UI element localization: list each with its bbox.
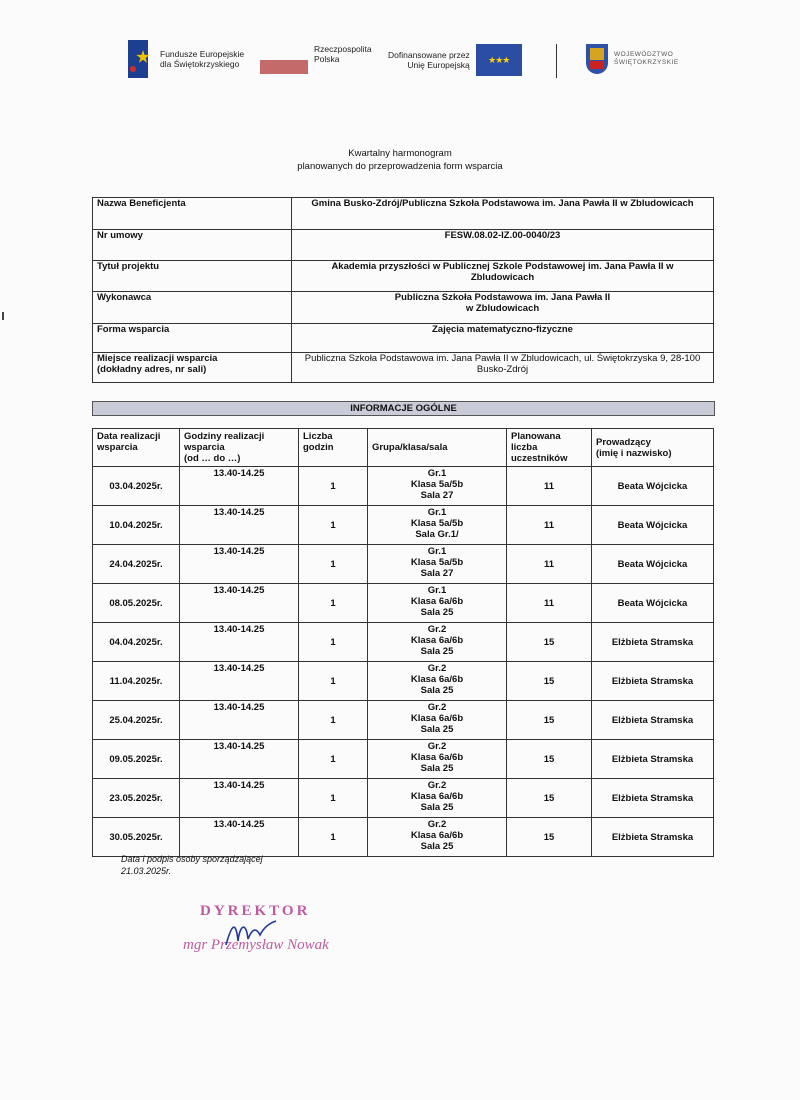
- header-plan-line3: uczestników: [511, 453, 568, 464]
- poland-flag-icon: [260, 46, 308, 74]
- row-plan: 11: [507, 545, 592, 584]
- row-plan: 11: [507, 467, 592, 506]
- row-group-line2: Klasa 6a/6b: [410, 713, 464, 724]
- table-row: [93, 662, 714, 701]
- header-date: [93, 429, 180, 467]
- row-date: 03.04.2025r.: [93, 467, 180, 506]
- row-lead: Beata Wójcicka: [592, 545, 714, 584]
- row-count: 1: [299, 467, 368, 506]
- row-group-line1: Gr.2: [427, 702, 447, 713]
- row-group-line3: Sala 25: [420, 646, 454, 657]
- row-hours: 13.40-14.25: [180, 506, 299, 545]
- ue-line1: Dofinansowane przez: [388, 50, 470, 60]
- row-hours: 13.40-14.25: [180, 467, 299, 506]
- row-count: 1: [299, 584, 368, 623]
- contractor-value: [292, 292, 714, 324]
- header-plan-line2: liczba: [511, 442, 538, 453]
- row-hours: 13.40-14.25: [180, 662, 299, 701]
- row-group-line3: Sala 25: [420, 763, 454, 774]
- row-group-line2: Klasa 5a/5b: [410, 518, 464, 529]
- stamp-name: mgr Przemysław Nowak: [183, 937, 329, 953]
- table-row: [93, 818, 714, 857]
- row-plan: 15: [507, 779, 592, 818]
- header-date-line2: wsparcia: [97, 442, 138, 453]
- row-count: 1: [299, 818, 368, 857]
- row-count: 1: [299, 779, 368, 818]
- row-group: [368, 623, 507, 662]
- row-group: [368, 584, 507, 623]
- row-plan: 15: [507, 701, 592, 740]
- logo-divider: [556, 44, 557, 78]
- info-row: [93, 230, 714, 261]
- row-count: 1: [299, 623, 368, 662]
- info-row: [93, 261, 714, 292]
- row-date: 24.04.2025r.: [93, 545, 180, 584]
- row-group-line2: Klasa 6a/6b: [410, 596, 464, 607]
- header-date-line1: Data realizacji: [97, 431, 161, 442]
- place-line2: Busko-Zdrój: [476, 364, 529, 375]
- info-row: [93, 198, 714, 230]
- row-group: [368, 701, 507, 740]
- row-count: 1: [299, 545, 368, 584]
- row-hours: 13.40-14.25: [180, 701, 299, 740]
- fe-line2: dla Świętokrzyskiego: [160, 59, 240, 69]
- rp-line1: Rzeczpospolita: [314, 44, 372, 54]
- row-lead: Elżbieta Stramska: [592, 701, 714, 740]
- eu-logo: [388, 44, 522, 76]
- row-group-line1: Gr.1: [427, 585, 447, 596]
- row-lead: Beata Wójcicka: [592, 584, 714, 623]
- row-group-line1: Gr.1: [427, 507, 447, 518]
- project-info-table: [92, 197, 714, 383]
- project-line2: Zbludowicach: [470, 272, 535, 283]
- row-date: 11.04.2025r.: [93, 662, 180, 701]
- row-group-line2: Klasa 6a/6b: [410, 752, 464, 763]
- info-row: [93, 353, 714, 383]
- logo-strip: [128, 38, 688, 86]
- table-row: [93, 623, 714, 662]
- preparer-note: [121, 853, 263, 877]
- row-count: 1: [299, 662, 368, 701]
- row-group-line1: Gr.2: [427, 741, 447, 752]
- row-group-line2: Klasa 5a/5b: [410, 479, 464, 490]
- scan-mark: [2, 312, 4, 320]
- row-group-line3: Sala 25: [420, 607, 454, 618]
- rp-line2: Polska: [314, 54, 340, 64]
- info-row: [93, 324, 714, 353]
- row-lead: Beata Wójcicka: [592, 506, 714, 545]
- place-label: [93, 353, 292, 383]
- place-line1: Publiczna Szkoła Podstawowa im. Jana Pawła II w Zbludowicach, ul. Świętokrzyska 9, 28-100: [304, 353, 701, 364]
- row-date: 09.05.2025r.: [93, 740, 180, 779]
- place-value: [292, 353, 714, 383]
- row-date: 04.04.2025r.: [93, 623, 180, 662]
- row-hours: 13.40-14.25: [180, 623, 299, 662]
- document-title: [0, 147, 800, 173]
- rp-logo: [260, 44, 372, 74]
- row-group-line3: Sala 27: [420, 490, 454, 501]
- row-group: [368, 662, 507, 701]
- row-group-line2: Klasa 5a/5b: [410, 557, 464, 568]
- row-count: 1: [299, 506, 368, 545]
- row-group-line3: Sala 27: [420, 568, 454, 579]
- contractor-line1: Publiczna Szkoła Podstawowa im. Jana Pawła II: [394, 292, 611, 303]
- row-group-line1: Gr.2: [427, 624, 447, 635]
- header-hours-line2: wsparcia: [184, 442, 225, 453]
- row-lead: Beata Wójcicka: [592, 467, 714, 506]
- row-hours: 13.40-14.25: [180, 740, 299, 779]
- row-lead: Elżbieta Stramska: [592, 662, 714, 701]
- row-group-line2: Klasa 6a/6b: [410, 791, 464, 802]
- section-header: INFORMACJE OGÓLNE: [92, 401, 715, 416]
- table-row: [93, 467, 714, 506]
- row-date: 25.04.2025r.: [93, 701, 180, 740]
- header-hours: [180, 429, 299, 467]
- header-plan: [507, 429, 592, 467]
- row-group: [368, 779, 507, 818]
- row-date: 30.05.2025r.: [93, 818, 180, 857]
- swietokrzyskie-logo: [586, 44, 679, 74]
- schedule-header-row: [93, 429, 714, 467]
- beneficiary-label: Nazwa Beneficjenta: [93, 198, 292, 230]
- project-label: Tytuł projektu: [93, 261, 292, 292]
- contract-value: FESW.08.02-IZ.00-0040/23: [292, 230, 714, 261]
- place-label-line2: (dokładny adres, nr sali): [97, 364, 207, 375]
- table-row: [93, 545, 714, 584]
- form-label: Forma wsparcia: [93, 324, 292, 353]
- row-plan: 15: [507, 818, 592, 857]
- row-group: [368, 818, 507, 857]
- row-group-line2: Klasa 6a/6b: [410, 830, 464, 841]
- row-group-line2: Klasa 6a/6b: [410, 635, 464, 646]
- row-group-line1: Gr.1: [427, 468, 447, 479]
- header-lead-line1: Prowadzący: [596, 436, 651, 448]
- row-plan: 15: [507, 740, 592, 779]
- crest-icon: [586, 44, 608, 74]
- row-group-line3: Sala 25: [420, 802, 454, 813]
- row-group-line2: Klasa 6a/6b: [410, 674, 464, 685]
- header-hours-line1: Godziny realizacji: [184, 431, 265, 442]
- table-row: [93, 701, 714, 740]
- row-lead: Elżbieta Stramska: [592, 623, 714, 662]
- info-row: [93, 292, 714, 324]
- title-line2: planowanych do przeprowadzenia form wsparcia: [297, 161, 503, 172]
- note-line2: 21.03.2025r.: [121, 866, 172, 876]
- row-hours: 13.40-14.25: [180, 584, 299, 623]
- row-plan: 11: [507, 584, 592, 623]
- row-group-line3: Sala 25: [420, 841, 454, 852]
- table-row: [93, 506, 714, 545]
- project-line1: Akademia przyszłości w Publicznej Szkole Podstawowej im. Jana Pawła II w: [331, 261, 674, 272]
- stamp-title: DYREKTOR: [200, 903, 311, 919]
- contractor-label: Wykonawca: [93, 292, 292, 324]
- project-value: [292, 261, 714, 292]
- header-hours-line3: (od … do …): [184, 453, 241, 464]
- note-line1: Data i podpis osoby sporządzającej: [121, 854, 263, 864]
- place-label-line1: Miejsce realizacji wsparcia: [97, 353, 218, 364]
- row-plan: 15: [507, 662, 592, 701]
- row-date: 23.05.2025r.: [93, 779, 180, 818]
- table-row: [93, 779, 714, 818]
- header-group: Grupa/klasa/sala: [368, 429, 507, 467]
- contractor-line2: w Zbludowicach: [465, 303, 540, 314]
- contract-label: Nr umowy: [93, 230, 292, 261]
- row-count: 1: [299, 740, 368, 779]
- row-group-line1: Gr.1: [427, 546, 447, 557]
- row-count: 1: [299, 701, 368, 740]
- ue-line2: Unię Europejską: [407, 60, 470, 70]
- header-count-line1: Liczba: [303, 431, 333, 442]
- row-hours: 13.40-14.25: [180, 545, 299, 584]
- row-group-line1: Gr.2: [427, 780, 447, 791]
- beneficiary-value: Gmina Busko-Zdrój/Publiczna Szkoła Podstawowa im. Jana Pawła II w Zbludowicach: [292, 198, 714, 230]
- row-lead: Elżbieta Stramska: [592, 779, 714, 818]
- fe-line1: Fundusze Europejskie: [160, 49, 245, 59]
- eu-flag-icon: ★★★: [476, 44, 522, 76]
- header-count-line2: godzin: [303, 442, 334, 453]
- row-group-line3: Sala Gr.1/: [415, 529, 459, 540]
- row-date: 08.05.2025r.: [93, 584, 180, 623]
- row-group-line3: Sala 25: [420, 724, 454, 735]
- form-value: Zajęcia matematyczno-fizyczne: [292, 324, 714, 353]
- title-line1: Kwartalny harmonogram: [348, 148, 452, 159]
- row-date: 10.04.2025r.: [93, 506, 180, 545]
- row-group: [368, 545, 507, 584]
- sw-line1: WOJEWÓDZTWO: [614, 51, 674, 58]
- row-group: [368, 506, 507, 545]
- row-group-line1: Gr.2: [427, 819, 447, 830]
- schedule-table: [92, 428, 714, 857]
- row-plan: 11: [507, 506, 592, 545]
- header-count: [299, 429, 368, 467]
- row-lead: Elżbieta Stramska: [592, 818, 714, 857]
- row-plan: 15: [507, 623, 592, 662]
- row-hours: 13.40-14.25: [180, 779, 299, 818]
- row-hours: 13.40-14.25: [180, 818, 299, 857]
- row-group: [368, 740, 507, 779]
- header-lead-line2: (imię i nazwisko): [596, 447, 672, 459]
- row-group-line3: Sala 25: [420, 685, 454, 696]
- handwritten-signature: [222, 915, 282, 951]
- row-lead: Elżbieta Stramska: [592, 740, 714, 779]
- row-group: [368, 467, 507, 506]
- fe-emblem-icon: [128, 40, 154, 78]
- row-group-line1: Gr.2: [427, 663, 447, 674]
- header-lead: [592, 429, 714, 467]
- table-row: [93, 740, 714, 779]
- sw-line2: ŚWIĘTOKRZYSKIE: [614, 59, 679, 66]
- header-plan-line1: Planowana: [511, 431, 561, 442]
- fe-logo: [128, 40, 244, 78]
- table-row: [93, 584, 714, 623]
